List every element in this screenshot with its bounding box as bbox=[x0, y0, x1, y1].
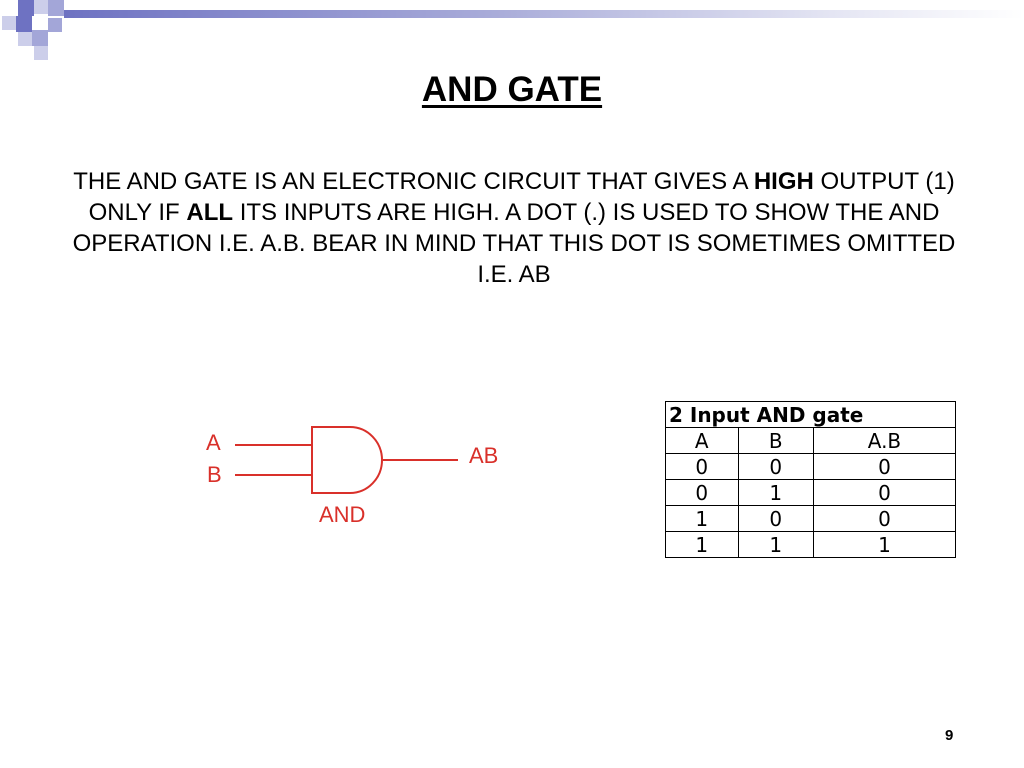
header-square bbox=[18, 0, 34, 16]
truth-table-caption: 2 Input AND gate bbox=[666, 402, 956, 428]
table-cell: 1 bbox=[738, 532, 813, 558]
truth-table bbox=[665, 401, 956, 558]
header-square bbox=[2, 16, 16, 30]
header-square bbox=[48, 0, 64, 16]
gate-name-label: AND bbox=[319, 502, 366, 527]
header-square bbox=[48, 18, 62, 32]
table-cell: 0 bbox=[738, 454, 813, 480]
and-gate-symbol bbox=[312, 427, 382, 493]
truth-table-header-row bbox=[666, 428, 956, 454]
header-square bbox=[34, 0, 48, 14]
and-gate-diagram bbox=[200, 420, 510, 535]
table-cell: 0 bbox=[666, 454, 739, 480]
input-b-label: B bbox=[207, 462, 222, 487]
table-row bbox=[666, 532, 956, 558]
para-emphasis: HIGH bbox=[753, 168, 814, 195]
header-square bbox=[18, 32, 32, 46]
para-text: ITS INPUTS ARE HIGH. A DOT (.) IS USED TO SHOW THE AND OPERATION I.E. A.B. BEAR IN MIND THAT THIS DOT IS SOMETIMES OMITTED I.E. AB bbox=[72, 199, 956, 288]
header-cell: A.B bbox=[813, 428, 955, 454]
table-cell: 0 bbox=[813, 480, 955, 506]
para-text: OUTPUT (1) ONLY IF bbox=[88, 168, 955, 226]
table-cell: 0 bbox=[738, 506, 813, 532]
header-cell: B bbox=[738, 428, 813, 454]
header-gradient-bar bbox=[64, 10, 1024, 18]
table-row bbox=[666, 480, 956, 506]
page-number: 9 bbox=[945, 727, 954, 744]
header-square bbox=[34, 46, 48, 60]
table-cell: 0 bbox=[813, 506, 955, 532]
table-cell: 0 bbox=[813, 454, 955, 480]
table-cell: 1 bbox=[666, 506, 739, 532]
para-text: THE AND GATE IS AN ELECTRONIC CIRCUIT THAT GIVES A bbox=[73, 168, 754, 195]
header-square bbox=[32, 30, 48, 46]
table-row bbox=[666, 454, 956, 480]
table-cell: 0 bbox=[666, 480, 739, 506]
table-row bbox=[666, 506, 956, 532]
slide-title: AND GATE bbox=[421, 70, 603, 109]
description-paragraph bbox=[72, 166, 956, 290]
table-cell: 1 bbox=[813, 532, 955, 558]
table-cell: 1 bbox=[666, 532, 739, 558]
output-label: AB bbox=[469, 443, 499, 468]
header-cell: A bbox=[666, 428, 739, 454]
table-cell: 1 bbox=[738, 480, 813, 506]
input-a-label: A bbox=[206, 430, 221, 455]
para-emphasis: ALL bbox=[186, 199, 234, 226]
header-square bbox=[16, 16, 32, 32]
